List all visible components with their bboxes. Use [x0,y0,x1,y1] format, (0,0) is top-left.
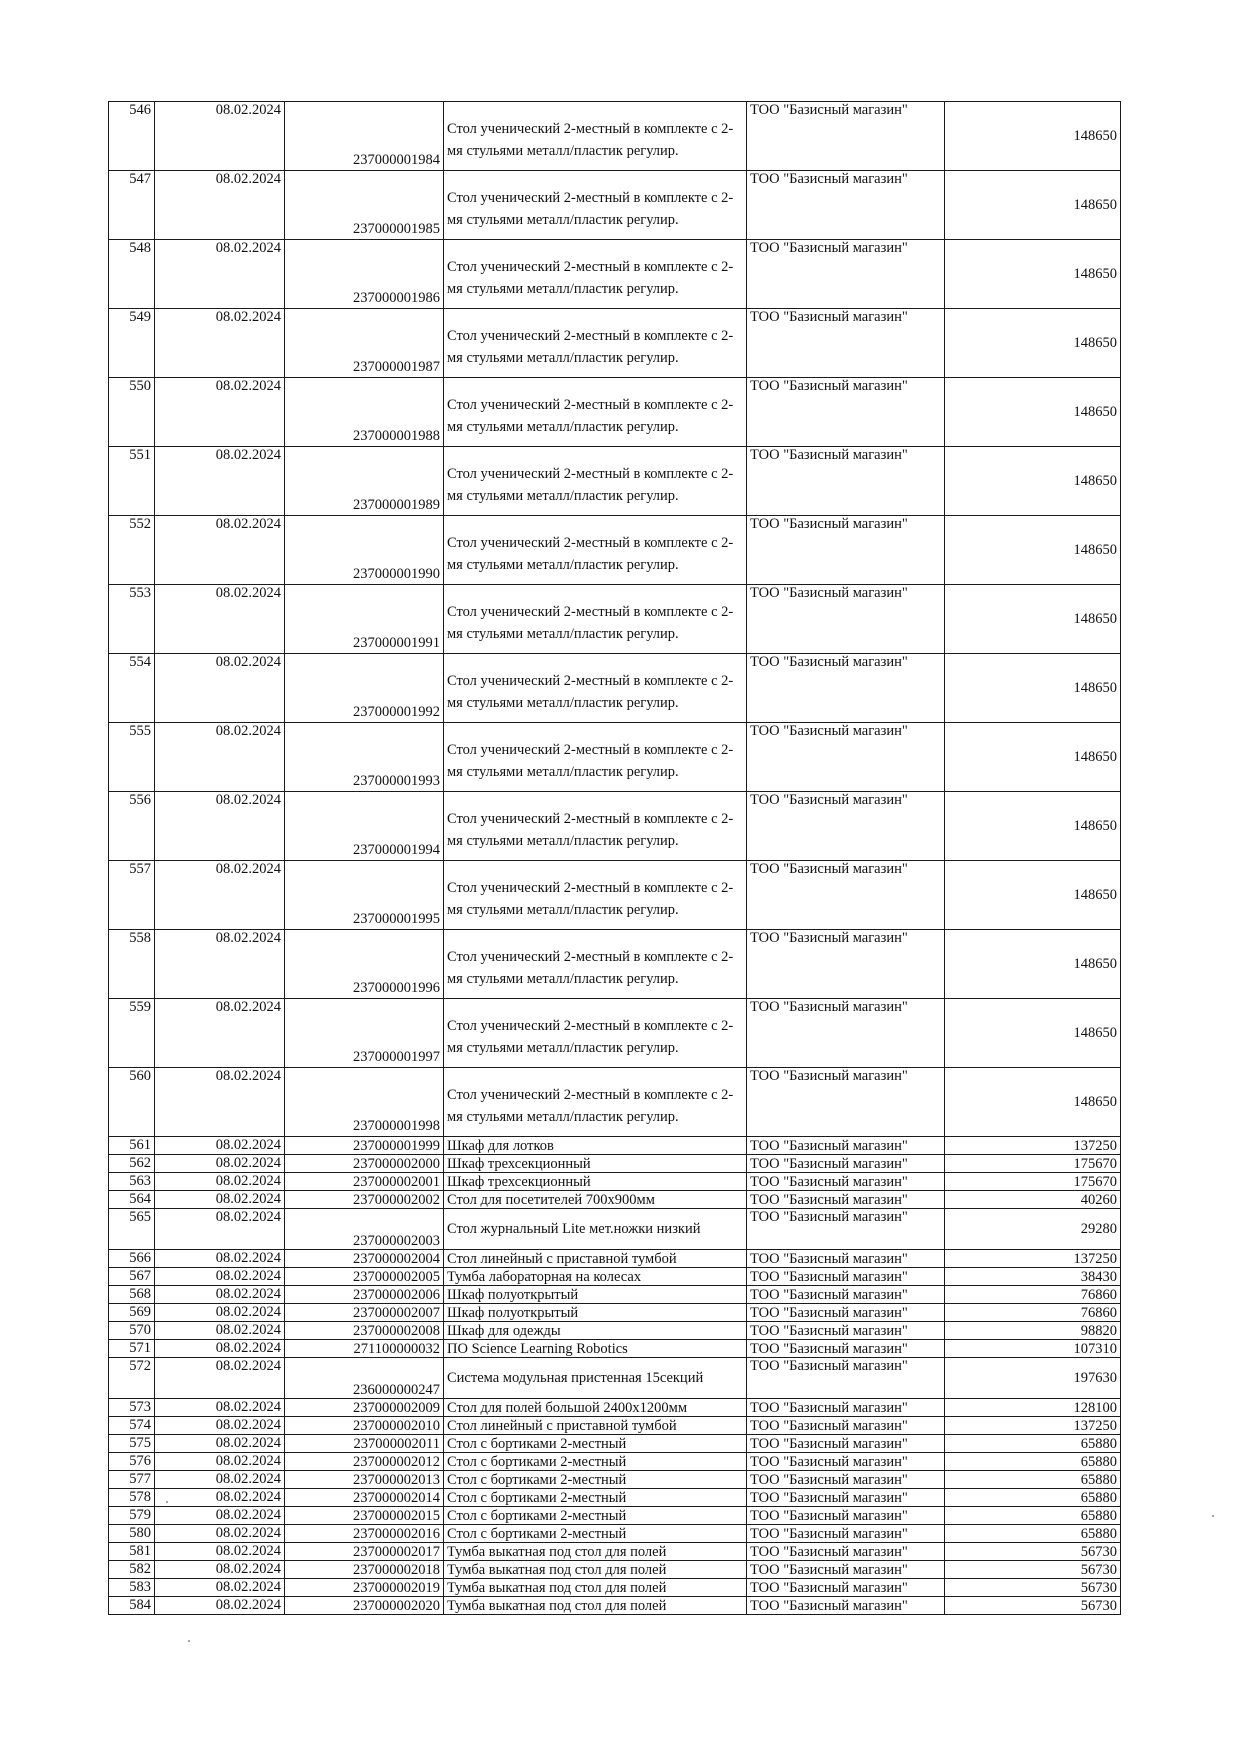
row-inventory-number: 237000001985 [285,171,444,240]
row-item-name: Система модульная пристенная 15секций [444,1358,747,1399]
table-row [109,1453,1121,1471]
row-number: 568 [109,1286,155,1304]
row-date: 08.02.2024 [155,1250,285,1268]
row-date: 08.02.2024 [155,1435,285,1453]
row-supplier: ТОО "Базисный магазин" [747,1417,945,1435]
row-date: 08.02.2024 [155,378,285,447]
row-number: 575 [109,1435,155,1453]
row-date: 08.02.2024 [155,171,285,240]
row-item-name: Тумба выкатная под стол для полей [444,1579,747,1597]
row-supplier: ТОО "Базисный магазин" [747,240,945,309]
table-row [109,1543,1121,1561]
row-date: 08.02.2024 [155,1155,285,1173]
row-inventory-number: 237000002001 [285,1173,444,1191]
row-item-name: Стол ученический 2-местный в комплекте с 2-мя стульями металл/пластик регулир. [444,861,747,930]
row-item-name: Тумба выкатная под стол для полей [444,1597,747,1615]
row-amount: 65880 [945,1435,1121,1453]
row-number: 578 [109,1489,155,1507]
row-item-name: Стол с бортиками 2-местный [444,1453,747,1471]
row-item-name: Стол ученический 2-местный в комплекте с 2-мя стульями металл/пластик регулир. [444,999,747,1068]
row-amount: 65880 [945,1453,1121,1471]
row-item-name: Стол ученический 2-местный в комплекте с 2-мя стульями металл/пластик регулир. [444,1068,747,1137]
row-supplier: ТОО "Базисный магазин" [747,1489,945,1507]
row-number: 549 [109,309,155,378]
row-supplier: ТОО "Базисный магазин" [747,1340,945,1358]
row-supplier: ТОО "Базисный магазин" [747,1304,945,1322]
table-row [109,309,1121,378]
row-amount: 137250 [945,1250,1121,1268]
row-date: 08.02.2024 [155,1399,285,1417]
row-number: 552 [109,516,155,585]
row-supplier: ТОО "Базисный магазин" [747,447,945,516]
row-date: 08.02.2024 [155,447,285,516]
row-amount: 148650 [945,516,1121,585]
row-date: 08.02.2024 [155,654,285,723]
row-supplier: ТОО "Базисный магазин" [747,1173,945,1191]
row-number: 576 [109,1453,155,1471]
row-inventory-number: 237000002019 [285,1579,444,1597]
table-row [109,1417,1121,1435]
row-supplier: ТОО "Базисный магазин" [747,1579,945,1597]
row-date: 08.02.2024 [155,999,285,1068]
row-amount: 148650 [945,309,1121,378]
row-supplier: ТОО "Базисный магазин" [747,999,945,1068]
row-item-name: Стол ученический 2-местный в комплекте с 2-мя стульями металл/пластик регулир. [444,171,747,240]
table-row [109,1358,1121,1399]
row-number: 572 [109,1358,155,1399]
table-row [109,1471,1121,1489]
row-supplier: ТОО "Базисный магазин" [747,792,945,861]
row-inventory-number: 237000001993 [285,723,444,792]
row-number: 580 [109,1525,155,1543]
table-row [109,1155,1121,1173]
row-number: 577 [109,1471,155,1489]
row-item-name: Стол ученический 2-местный в комплекте с 2-мя стульями металл/пластик регулир. [444,516,747,585]
row-date: 08.02.2024 [155,1304,285,1322]
table-row [109,447,1121,516]
row-date: 08.02.2024 [155,1340,285,1358]
row-supplier: ТОО "Базисный магазин" [747,861,945,930]
row-number: 573 [109,1399,155,1417]
row-number: 555 [109,723,155,792]
row-item-name: Стол ученический 2-местный в комплекте с 2-мя стульями металл/пластик регулир. [444,792,747,861]
row-item-name: Стол ученический 2-местный в комплекте с 2-мя стульями металл/пластик регулир. [444,930,747,999]
row-inventory-number: 237000002017 [285,1543,444,1561]
row-item-name: Стол ученический 2-местный в комплекте с 2-мя стульями металл/пластик регулир. [444,654,747,723]
row-supplier: ТОО "Базисный магазин" [747,585,945,654]
row-amount: 98820 [945,1322,1121,1340]
row-number: 561 [109,1137,155,1155]
row-supplier: ТОО "Базисный магазин" [747,1209,945,1250]
table-row [109,1173,1121,1191]
row-item-name: Стол с бортиками 2-местный [444,1435,747,1453]
row-supplier: ТОО "Базисный магазин" [747,930,945,999]
row-amount: 29280 [945,1209,1121,1250]
table-row [109,930,1121,999]
row-item-name: Стол ученический 2-местный в комплекте с 2-мя стульями металл/пластик регулир. [444,585,747,654]
row-inventory-number: 237000002009 [285,1399,444,1417]
row-inventory-number: 237000002020 [285,1597,444,1615]
table-row [109,654,1121,723]
row-inventory-number: 237000002013 [285,1471,444,1489]
row-number: 559 [109,999,155,1068]
row-inventory-number: 237000002003 [285,1209,444,1250]
row-number: 548 [109,240,155,309]
row-amount: 197630 [945,1358,1121,1399]
row-amount: 148650 [945,654,1121,723]
row-amount: 65880 [945,1471,1121,1489]
row-supplier: ТОО "Базисный магазин" [747,1561,945,1579]
row-item-name: Стол ученический 2-местный в комплекте с 2-мя стульями металл/пластик регулир. [444,102,747,171]
row-item-name: Стол ученический 2-местный в комплекте с 2-мя стульями металл/пластик регулир. [444,309,747,378]
row-inventory-number: 237000002008 [285,1322,444,1340]
row-amount: 128100 [945,1399,1121,1417]
row-date: 08.02.2024 [155,1561,285,1579]
row-date: 08.02.2024 [155,930,285,999]
table-row [109,1209,1121,1250]
row-date: 08.02.2024 [155,1597,285,1615]
row-number: 581 [109,1543,155,1561]
row-date: 08.02.2024 [155,1579,285,1597]
row-date: 08.02.2024 [155,1209,285,1250]
table-row [109,1340,1121,1358]
table-row [109,516,1121,585]
row-item-name: Шкаф полуоткрытый [444,1304,747,1322]
row-inventory-number: 237000001986 [285,240,444,309]
row-amount: 56730 [945,1579,1121,1597]
row-supplier: ТОО "Базисный магазин" [747,1068,945,1137]
row-amount: 148650 [945,861,1121,930]
row-supplier: ТОО "Базисный магазин" [747,1435,945,1453]
row-item-name: Стол с бортиками 2-местный [444,1489,747,1507]
table-row [109,1322,1121,1340]
row-number: 567 [109,1268,155,1286]
row-date: 08.02.2024 [155,1489,285,1507]
table-row [109,378,1121,447]
row-amount: 40260 [945,1191,1121,1209]
row-inventory-number: 237000001991 [285,585,444,654]
row-item-name: Шкаф трехсекционный [444,1155,747,1173]
row-supplier: ТОО "Базисный магазин" [747,1358,945,1399]
row-item-name: Стол ученический 2-местный в комплекте с 2-мя стульями металл/пластик регулир. [444,378,747,447]
row-number: 556 [109,792,155,861]
row-amount: 148650 [945,999,1121,1068]
row-amount: 65880 [945,1525,1121,1543]
row-supplier: ТОО "Базисный магазин" [747,654,945,723]
row-date: 08.02.2024 [155,1191,285,1209]
row-number: 584 [109,1597,155,1615]
row-item-name: Стол линейный с приставной тумбой [444,1250,747,1268]
row-supplier: ТОО "Базисный магазин" [747,723,945,792]
row-amount: 56730 [945,1543,1121,1561]
row-date: 08.02.2024 [155,1543,285,1561]
row-supplier: ТОО "Базисный магазин" [747,171,945,240]
row-number: 566 [109,1250,155,1268]
row-item-name: Шкаф для одежды [444,1322,747,1340]
row-amount: 76860 [945,1304,1121,1322]
registry-body [109,102,1121,1615]
table-row [109,1561,1121,1579]
scan-speck [1212,1515,1214,1517]
row-inventory-number: 237000002016 [285,1525,444,1543]
row-supplier: ТОО "Базисный магазин" [747,1250,945,1268]
table-row [109,1286,1121,1304]
row-item-name: Тумба лабораторная на колесах [444,1268,747,1286]
row-inventory-number: 237000001988 [285,378,444,447]
row-number: 560 [109,1068,155,1137]
table-row [109,1068,1121,1137]
row-supplier: ТОО "Базисный магазин" [747,1399,945,1417]
scanned-page [108,101,1121,1615]
row-inventory-number: 237000001992 [285,654,444,723]
row-item-name: Стол с бортиками 2-местный [444,1525,747,1543]
table-row [109,1597,1121,1615]
row-inventory-number: 237000002014 [285,1489,444,1507]
row-inventory-number: 237000002011 [285,1435,444,1453]
table-row [109,1304,1121,1322]
row-item-name: Стол ученический 2-местный в комплекте с 2-мя стульями металл/пластик регулир. [444,447,747,516]
row-inventory-number: 237000001995 [285,861,444,930]
row-number: 547 [109,171,155,240]
row-amount: 148650 [945,585,1121,654]
asset-registry-table [108,101,1121,1615]
row-supplier: ТОО "Базисный магазин" [747,378,945,447]
row-item-name: ПО Science Learning Robotics [444,1340,747,1358]
row-inventory-number: 237000002005 [285,1268,444,1286]
row-supplier: ТОО "Базисный магазин" [747,1155,945,1173]
row-item-name: Тумба выкатная под стол для полей [444,1561,747,1579]
table-row [109,792,1121,861]
row-inventory-number: 271100000032 [285,1340,444,1358]
row-supplier: ТОО "Базисный магазин" [747,1453,945,1471]
row-number: 557 [109,861,155,930]
row-number: 553 [109,585,155,654]
row-amount: 56730 [945,1561,1121,1579]
row-inventory-number: 237000002007 [285,1304,444,1322]
row-supplier: ТОО "Базисный магазин" [747,1597,945,1615]
row-amount: 56730 [945,1597,1121,1615]
row-inventory-number: 237000002015 [285,1507,444,1525]
row-date: 08.02.2024 [155,102,285,171]
row-amount: 148650 [945,240,1121,309]
row-number: 574 [109,1417,155,1435]
row-amount: 148650 [945,447,1121,516]
table-row [109,1268,1121,1286]
row-supplier: ТОО "Базисный магазин" [747,1525,945,1543]
row-number: 551 [109,447,155,516]
row-amount: 148650 [945,930,1121,999]
row-inventory-number: 237000001994 [285,792,444,861]
row-supplier: ТОО "Базисный магазин" [747,1507,945,1525]
row-number: 565 [109,1209,155,1250]
row-inventory-number: 237000002002 [285,1191,444,1209]
table-row [109,861,1121,930]
table-row [109,102,1121,171]
row-supplier: ТОО "Базисный магазин" [747,1268,945,1286]
table-row [109,999,1121,1068]
row-supplier: ТОО "Базисный магазин" [747,1137,945,1155]
row-date: 08.02.2024 [155,1322,285,1340]
row-inventory-number: 237000002012 [285,1453,444,1471]
row-number: 570 [109,1322,155,1340]
row-number: 558 [109,930,155,999]
table-row [109,1507,1121,1525]
row-item-name: Стол ученический 2-местный в комплекте с 2-мя стульями металл/пластик регулир. [444,723,747,792]
row-amount: 107310 [945,1340,1121,1358]
row-inventory-number: 237000001997 [285,999,444,1068]
row-date: 08.02.2024 [155,1137,285,1155]
row-number: 550 [109,378,155,447]
row-supplier: ТОО "Базисный магазин" [747,1471,945,1489]
row-date: 08.02.2024 [155,1286,285,1304]
row-number: 579 [109,1507,155,1525]
row-date: 08.02.2024 [155,1453,285,1471]
row-number: 582 [109,1561,155,1579]
row-item-name: Тумба выкатная под стол для полей [444,1543,747,1561]
table-row [109,1137,1121,1155]
row-inventory-number: 237000002010 [285,1417,444,1435]
row-item-name: Шкаф для лотков [444,1137,747,1155]
table-row [109,1579,1121,1597]
row-supplier: ТОО "Базисный магазин" [747,1286,945,1304]
row-amount: 137250 [945,1417,1121,1435]
table-row [109,1489,1121,1507]
row-date: 08.02.2024 [155,723,285,792]
row-amount: 65880 [945,1489,1121,1507]
row-number: 562 [109,1155,155,1173]
row-number: 571 [109,1340,155,1358]
row-inventory-number: 237000002000 [285,1155,444,1173]
row-supplier: ТОО "Базисный магазин" [747,102,945,171]
row-date: 08.02.2024 [155,1507,285,1525]
table-row [109,1250,1121,1268]
row-inventory-number: 237000001998 [285,1068,444,1137]
row-date: 08.02.2024 [155,309,285,378]
row-item-name: Стол журнальный Lite мет.ножки низкий [444,1209,747,1250]
row-number: 554 [109,654,155,723]
row-inventory-number: 237000001989 [285,447,444,516]
row-inventory-number: 237000002018 [285,1561,444,1579]
scan-speck [188,1640,190,1642]
table-row [109,1191,1121,1209]
row-number: 546 [109,102,155,171]
row-date: 08.02.2024 [155,1471,285,1489]
row-inventory-number: 237000002004 [285,1250,444,1268]
row-date: 08.02.2024 [155,1173,285,1191]
row-item-name: Стол для посетителей 700х900мм [444,1191,747,1209]
row-supplier: ТОО "Базисный магазин" [747,1191,945,1209]
row-amount: 148650 [945,102,1121,171]
row-inventory-number: 237000001987 [285,309,444,378]
row-amount: 148650 [945,378,1121,447]
row-date: 08.02.2024 [155,861,285,930]
row-supplier: ТОО "Базисный магазин" [747,516,945,585]
row-supplier: ТОО "Базисный магазин" [747,1543,945,1561]
row-date: 08.02.2024 [155,240,285,309]
table-row [109,171,1121,240]
row-number: 564 [109,1191,155,1209]
row-inventory-number: 237000001996 [285,930,444,999]
row-amount: 65880 [945,1507,1121,1525]
row-number: 563 [109,1173,155,1191]
row-amount: 76860 [945,1286,1121,1304]
row-item-name: Стол с бортиками 2-местный [444,1471,747,1489]
row-date: 08.02.2024 [155,1068,285,1137]
table-row [109,1525,1121,1543]
row-amount: 38430 [945,1268,1121,1286]
row-item-name: Стол для полей большой 2400х1200мм [444,1399,747,1417]
row-amount: 148650 [945,723,1121,792]
row-number: 569 [109,1304,155,1322]
row-item-name: Стол с бортиками 2-местный [444,1507,747,1525]
table-row [109,1399,1121,1417]
table-row [109,240,1121,309]
row-supplier: ТОО "Базисный магазин" [747,1322,945,1340]
table-row [109,723,1121,792]
row-date: 08.02.2024 [155,1417,285,1435]
row-date: 08.02.2024 [155,1358,285,1399]
row-date: 08.02.2024 [155,516,285,585]
row-number: 583 [109,1579,155,1597]
row-amount: 175670 [945,1155,1121,1173]
row-date: 08.02.2024 [155,585,285,654]
table-row [109,585,1121,654]
row-inventory-number: 237000001999 [285,1137,444,1155]
row-amount: 148650 [945,171,1121,240]
row-inventory-number: 237000001984 [285,102,444,171]
row-amount: 148650 [945,792,1121,861]
row-inventory-number: 237000001990 [285,516,444,585]
row-supplier: ТОО "Базисный магазин" [747,309,945,378]
row-amount: 148650 [945,1068,1121,1137]
row-item-name: Шкаф трехсекционный [444,1173,747,1191]
row-date: 08.02.2024 [155,792,285,861]
row-item-name: Шкаф полуоткрытый [444,1286,747,1304]
row-item-name: Стол линейный с приставной тумбой [444,1417,747,1435]
row-amount: 137250 [945,1137,1121,1155]
row-inventory-number: 236000000247 [285,1358,444,1399]
row-date: 08.02.2024 [155,1525,285,1543]
row-item-name: Стол ученический 2-местный в комплекте с 2-мя стульями металл/пластик регулир. [444,240,747,309]
table-row [109,1435,1121,1453]
scan-speck [166,1501,168,1503]
row-date: 08.02.2024 [155,1268,285,1286]
row-amount: 175670 [945,1173,1121,1191]
row-inventory-number: 237000002006 [285,1286,444,1304]
